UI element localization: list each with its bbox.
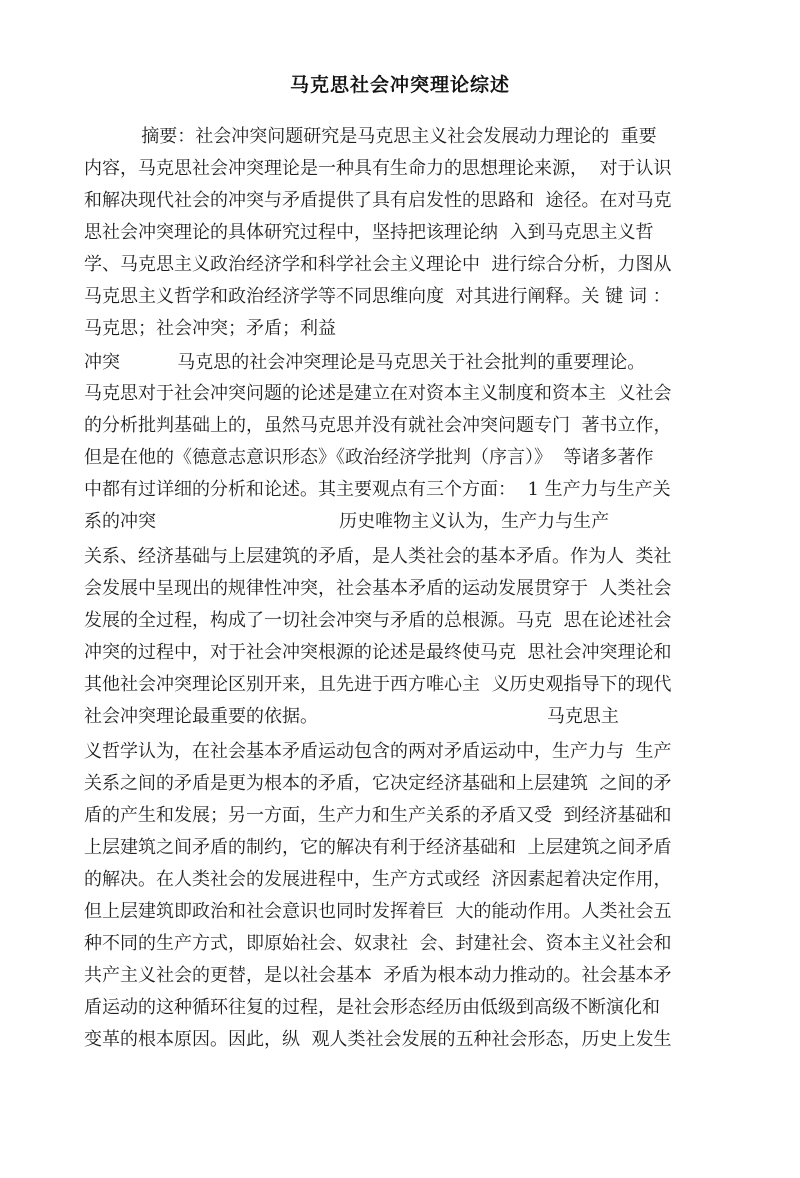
text-line: 发展的全过程，构成了一切社会冲突与矛盾的总根源。马克 思在论述社会: [84, 610, 672, 631]
text-line: 马克思主义哲学和政治经济学等不同思维向度 对其进行阐释。关 键 词 ：: [84, 286, 671, 307]
text-line: 关系之间的矛盾是更为根本的矛盾，它决定经济基础和上层建筑 之间的矛: [84, 773, 672, 794]
text-line: 其他社会冲突理论区别开来，且先进于西方唯心主 义历史观指导下的现代: [84, 674, 672, 695]
text-line: 冲突的过程中，对于社会冲突根源的论述是最终使马克 思社会冲突理论和: [84, 642, 672, 663]
text-line: 马克思对于社会冲突问题的论述是建立在对资本主义制度和资本主 义社会: [84, 383, 672, 404]
text-line: 的分析批判基础上的，虽然马克思并没有就社会冲突问题专门 著书立作，: [84, 415, 672, 436]
text-line: 和解决现代社会的冲突与矛盾提供了具有启发性的思路和 途径。在对马克: [84, 190, 672, 211]
text-line: 盾的产生和发展；另一方面，生产力和生产关系的矛盾又受 到经济基础和: [84, 805, 672, 826]
text-line: 但是在他的《德意志意识形态》《政治经济学批判（序言）》 等诸多著作: [84, 447, 654, 468]
text-line: 摘要：社会冲突问题研究是马克思主义社会发展动力理论的 重要: [84, 126, 657, 147]
text-line: 会发展中呈现出的规律性冲突，社会基本矛盾的运动发展贯穿于 人类社会: [84, 578, 672, 599]
text-line: 学、马克思主义政治经济学和科学社会主义理论中 进行综合分析，力图从: [84, 254, 672, 275]
text-line: 思社会冲突理论的具体研究过程中，坚持把该理论纳 入到马克思主义哲: [84, 222, 654, 243]
text-line: 中都有过详细的分析和论述。其主要观点有三个方面： 1 生产力与生产关: [84, 479, 671, 500]
text-line: 盾运动的这种循环往复的过程，是社会形态经历由低级到高级不断演化和: [84, 997, 660, 1018]
text-line: 上层建筑之间矛盾的制约，它的解决有利于经济基础和 上层建筑之间矛盾: [84, 837, 672, 858]
text-line: 义哲学认为，在社会基本矛盾运动包含的两对矛盾运动中，生产力与 生产: [84, 741, 672, 762]
text-line: 的解决。在人类社会的发展进程中，生产方式或经 济因素起着决定作用，: [84, 869, 672, 890]
text-line: 共产主义社会的更替，是以社会基本 矛盾为根本动力推动的。社会基本矛: [84, 965, 672, 986]
text-line: 种不同的生产方式，即原始社会、奴隶社 会、封建社会、资本主义社会和: [84, 933, 672, 954]
text-line: 冲突 马克思的社会冲突理论是马克思关于社会批判的重要理论。: [84, 352, 646, 373]
text-line: 关系、经济基础与上层建筑的矛盾，是人类社会的基本矛盾。作为人 类社: [84, 546, 672, 567]
text-line: 但上层建筑即政治和社会意识也同时发挥着巨 大的能动作用。人类社会五: [84, 901, 672, 922]
text-line: 系的冲突 历史唯物主义认为，生产力与生产: [84, 511, 610, 532]
text-line: 变革的根本原因。因此，纵 观人类社会发展的五种社会形态，历史上发生: [84, 1029, 672, 1050]
text-line: 社会冲突理论最重要的依据。 马克思主: [84, 706, 619, 727]
document-title: 马克思社会冲突理论综述: [289, 74, 510, 96]
text-line: 马克思；社会冲突；矛盾；利益: [84, 318, 336, 339]
text-line: 内容，马克思社会冲突理论是一种具有生命力的思想理论来源， 对于认识: [84, 158, 672, 179]
